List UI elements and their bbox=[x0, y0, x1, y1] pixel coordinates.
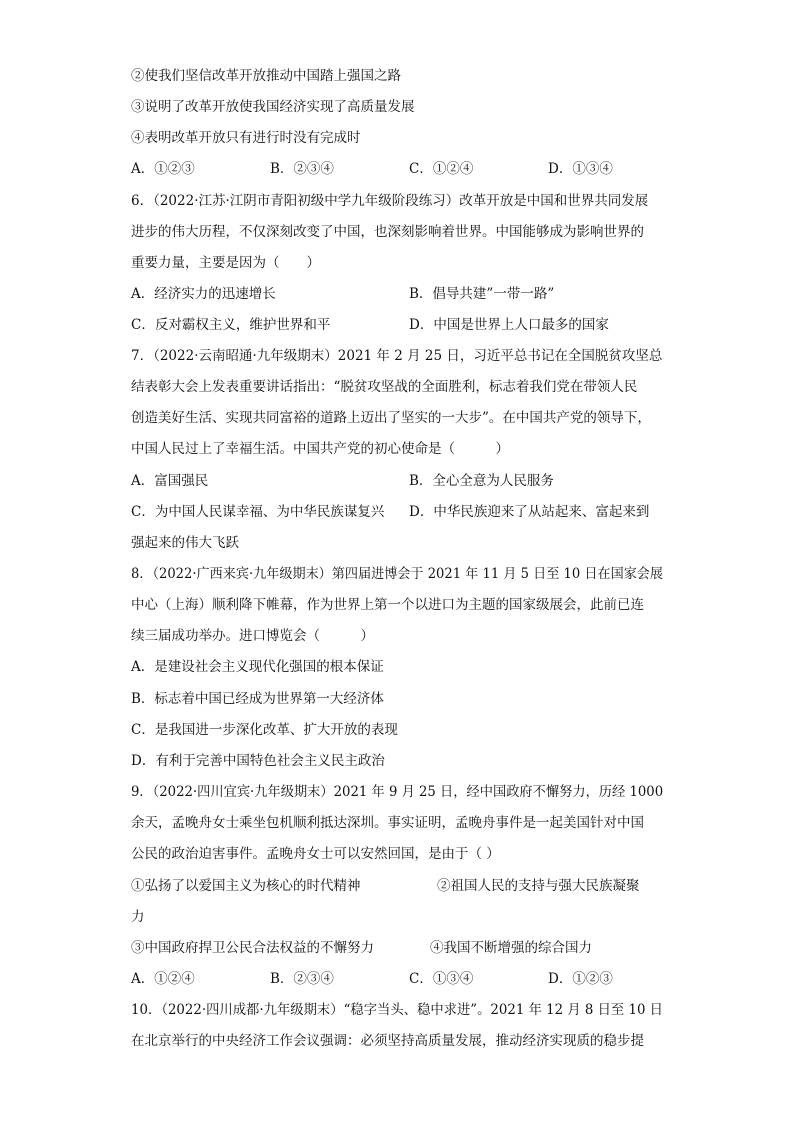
q9-stem-line-2: 余天，孟晚舟女士乘坐包机顺利抵达深圳。事实证明，孟晚舟事件是一起美国针对中国 bbox=[131, 815, 644, 831]
q6-option-b: B．倡导共建”一带一路” bbox=[409, 286, 555, 302]
q9-item-2-continued: 力 bbox=[131, 909, 145, 925]
q7-stem-line-2: 结表彰大会上发表重要讲话指出：“脱贫攻坚战的全面胜利，标志着我们党在带领人民 bbox=[131, 379, 638, 395]
q7-option-a: A．富国强民 bbox=[131, 473, 209, 489]
q8-stem-line-3: 续三届成功举办。进口博览会（ ） bbox=[131, 628, 374, 644]
q6-option-d: D．中国是世界上人口最多的国家 bbox=[409, 317, 609, 333]
q9-item-2: ②祖国人民的支持与强大民族凝聚 bbox=[437, 878, 640, 894]
q8-option-d: D．有利于完善中国特色社会主义民主政治 bbox=[131, 753, 385, 769]
q5-option-b: B．②③④ bbox=[270, 161, 334, 177]
q7-stem-line-1: 7．（2022·云南昭通·九年级期末）2021 年 2 月 25 日，习近平总书记在全国脱贫攻坚总 bbox=[131, 348, 663, 364]
q8-stem-line-2: 中心（上海）顺利降下帷幕，作为世界上第一个以进口为主题的国家级展会，此前已连 bbox=[131, 597, 644, 613]
q6-option-a: A．经济实力的迅速增长 bbox=[131, 286, 276, 302]
q9-item-3: ③中国政府捍卫公民合法权益的不懈努力 bbox=[131, 940, 374, 956]
q7-option-d: D．中华民族迎来了从站起来、富起来到 bbox=[409, 504, 650, 520]
q5-option-a: A．①②③ bbox=[131, 161, 195, 177]
q5-item-2: ②使我们坚信改革开放推动中国踏上强国之路 bbox=[131, 68, 401, 84]
q6-option-c: C．反对霸权主义，维护世界和平 bbox=[131, 317, 331, 333]
q7-option-d-continued: 强起来的伟大飞跃 bbox=[131, 535, 239, 551]
q9-option-c: C．①③④ bbox=[409, 971, 474, 987]
q9-option-b: B．②③④ bbox=[270, 971, 334, 987]
q5-option-d: D．①③④ bbox=[548, 161, 613, 177]
q7-option-c: C．为中国人民谋幸福、为中华民族谋复兴 bbox=[131, 504, 385, 520]
q8-option-c: C．是我国进一步深化改革、扩大开放的表现 bbox=[131, 722, 398, 738]
q8-stem-line-1: 8．（2022·广西来宾·九年级期末）第四届进博会于 2021 年 11 月 5 日至 10 日在国家会展 bbox=[131, 566, 664, 582]
q10-stem-line-1: 10．（2022·四川成都·九年级期末）“稳字当头、稳中求进”。2021 年 12 月 8 日至 10 日 bbox=[131, 1002, 664, 1018]
q9-stem-line-1: 9．（2022·四川宜宾·九年级期末）2021 年 9 月 25 日，经中国政府不懈努力，历经 1000 bbox=[131, 784, 664, 800]
q9-option-a: A．①②④ bbox=[131, 971, 195, 987]
q6-stem-line-2: 进步的伟大历程，不仅深刻改变了中国，也深刻影响着世界。中国能够成为影响世界的 bbox=[131, 224, 644, 240]
q9-option-d: D．①②③ bbox=[548, 971, 613, 987]
q5-option-c: C．①②④ bbox=[409, 161, 474, 177]
q8-option-b: B．标志着中国已经成为世界第一大经济体 bbox=[131, 691, 384, 707]
q8-option-a: A．是建设社会主义现代化强国的根本保证 bbox=[131, 659, 384, 675]
q7-stem-line-3: 创造美好生活、实现共同富裕的道路上迈出了坚实的一大步”。在中国共产党的领导下， bbox=[131, 410, 651, 426]
q10-stem-line-2: 在北京举行的中央经济工作会议强调：必须坚持高质量发展，推动经济实现质的稳步提 bbox=[131, 1033, 644, 1049]
q6-stem-line-3: 重要力量，主要是因为（ ） bbox=[131, 255, 320, 271]
q6-stem-line-1: 6．（2022·江苏·江阴市青阳初级中学九年级阶段练习）改革开放是中国和世界共同发展 bbox=[131, 193, 649, 209]
q5-item-3: ③说明了改革开放使我国经济实现了高质量发展 bbox=[131, 99, 415, 115]
q9-stem-line-3: 公民的政治迫害事件。孟晚舟女士可以安然回国，是由于（ ） bbox=[131, 846, 500, 862]
q5-item-4: ④表明改革开放只有进行时没有完成时 bbox=[131, 130, 361, 146]
q7-stem-line-4: 中国人民过上了幸福生活。中国共产党的初心使命是（ ） bbox=[131, 441, 509, 457]
q7-option-b: B．全心全意为人民服务 bbox=[409, 473, 554, 489]
q9-item-4: ④我国不断增强的综合国力 bbox=[430, 940, 592, 956]
q9-item-1: ①弘扬了以爱国主义为核心的时代精神 bbox=[131, 878, 361, 894]
